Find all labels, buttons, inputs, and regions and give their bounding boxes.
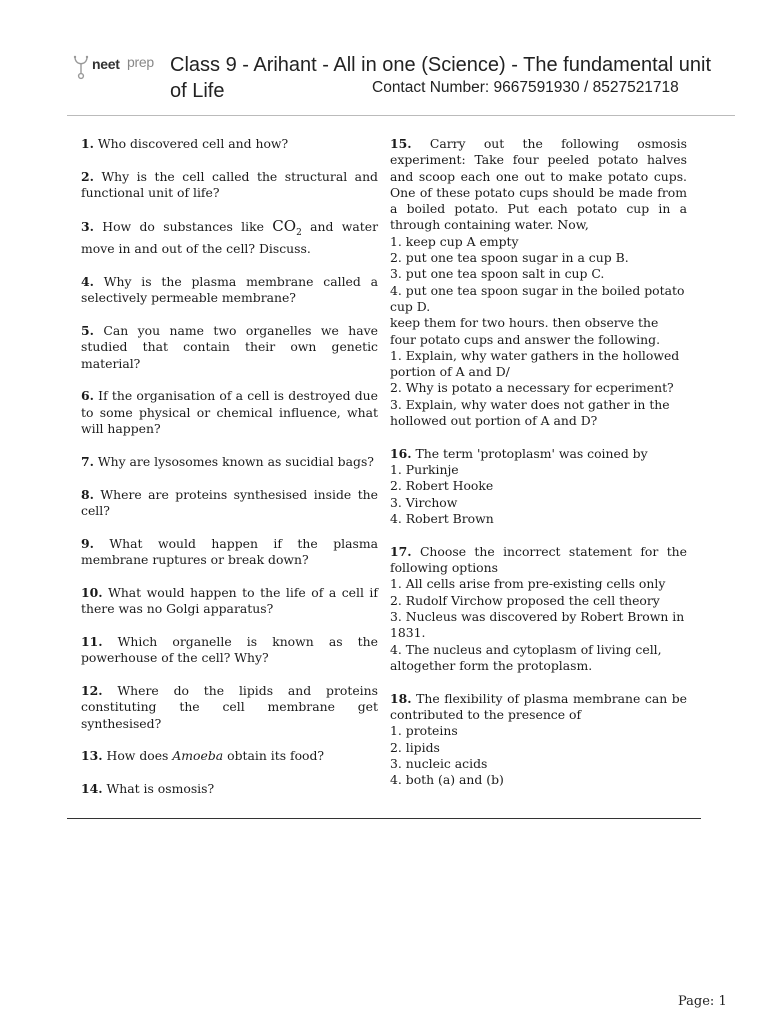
question-6: 6. If the organisation of a cell is destroyed due to some physical or chemical influence, what will happen? <box>81 388 378 437</box>
page-header <box>0 0 768 116</box>
question-2: 2. Why is the cell called the structural and functional unit of life? <box>81 168 378 201</box>
q16-option: 3. Virchow <box>390 494 458 510</box>
question-18: 18. The flexibility of plasma membrane can be contributed to the presence of 1. proteins 2. lipids 3. nucleic acids 4. both (a) and (b) <box>390 690 687 788</box>
q15-line: 2. Why is potato a necessary for ecperiment? <box>390 380 674 396</box>
question-10: 10. What would happen to the life of a cell if there was no Golgi apparatus? <box>81 584 378 617</box>
question-15: 15. Carry out the following osmosis experiment: Take four peeled potato halves and scoop each one out to make potato cups. One of these potato cups should be made from a boiled potato. Put each potato cup in a through containing water. Now, 1. keep cup A empty 2. put one tea spoon sugar in a cup B. 3. put one tea spoon salt in cup C. 4. put one tea spoon sugar in the boiled potato cup D. keep them for two hours. then observe the four potato cups and answer the following. 1. Explain, why water gathers in the hollowed portion of A and D/ 2. Why is potato a necessary for ecperiment? 3. Explain, why water does not gather in the hollowed out portion of A and D? <box>390 136 687 429</box>
document-title: Class 9 - Arihant - All in one (Science) - The fundamental unit of Life <box>170 54 712 102</box>
q16-option: 4. Robert Brown <box>390 511 494 527</box>
right-column <box>390 136 687 805</box>
q16-option: 1. Purkinje <box>390 462 459 478</box>
q15-line: 1. keep cup A empty <box>390 233 519 249</box>
logo-neet-text: neet <box>92 56 120 72</box>
question-14: 14. What is osmosis? <box>81 781 215 797</box>
q16-option: 2. Robert Hooke <box>390 478 494 494</box>
header-divider <box>67 115 735 116</box>
question-4: 4. Why is the plasma membrane called a selectively permeable membrane? <box>81 273 378 306</box>
q17-option: 4. The nucleus and cytoplasm of living cell, altogether form the protoplasm. <box>390 641 662 673</box>
q18-option: 2. lipids <box>390 739 440 755</box>
question-7: 7. Why are lysosomes known as sucidial bags? <box>81 453 374 469</box>
co2-formula: $CO_2$ <box>272 216 302 238</box>
logo-prep-text: prep <box>127 54 154 70</box>
q18-option: 3. nucleic acids <box>390 755 488 771</box>
q15-line: 3. put one tea spoon salt in cup C. <box>390 266 605 282</box>
question-12: 12. Where do the lipids and proteins constituting the cell membrane get synthesised? <box>81 683 378 731</box>
neetprep-logo <box>72 54 162 80</box>
content-bottom-divider <box>67 818 701 819</box>
q15-line: 2. put one tea spoon sugar in a cup B. <box>390 250 629 266</box>
question-17: 17. Choose the incorrect statement for the following options 1. All cells arise from pre-existing cells only 2. Rudolf Virchow proposed the cell theory 3. Nucleus was discovered by Robert Brown in 1831. 4. The nucleus and cytoplasm of living cell, altogether form the protoplasm. <box>390 543 687 673</box>
question-3: 3. How do substances like $CO_2$ and water move in and out of the cell? Discuss. <box>81 216 379 257</box>
q17-option: 3. Nucleus was discovered by Robert Brown in 1831. <box>390 609 685 641</box>
q17-option: 1. All cells arise from pre-existing cells only <box>390 576 666 592</box>
question-5: 5. Can you name two organelles we have studied that contain their own genetic material? <box>81 323 378 371</box>
q15-line: 1. Explain, why water gathers in the hollowed portion of A and D/ <box>390 347 680 380</box>
question-16: 16. The term 'protoplasm' was coined by 1. Purkinje 2. Robert Hooke 3. Virchow 4. Robert Brown <box>390 446 687 527</box>
q15-line: 3. Explain, why water does not gather in the hollowed out portion of A and D? <box>390 396 670 429</box>
page-number: Page: 1 <box>678 994 727 1009</box>
question-11: 11. Which organelle is known as the powerhouse of the cell? Why? <box>81 633 378 666</box>
q17-option: 2. Rudolf Virchow proposed the cell theory <box>390 592 660 608</box>
left-column <box>81 136 378 814</box>
question-1: 1. Who discovered cell and how? <box>81 136 289 151</box>
q18-option: 1. proteins <box>390 723 458 739</box>
q15-line: 4. put one tea spoon sugar in the boiled potato cup D. <box>390 282 685 314</box>
contact-number: Contact Number: 9667591930 / 8527521718 <box>372 79 679 96</box>
question-13: 13. How does Amoeba obtain its food? <box>81 748 325 764</box>
stethoscope-icon <box>72 54 92 80</box>
question-8: 8. Where are proteins synthesised inside the cell? <box>81 486 378 518</box>
q15-line: keep them for two hours. then observe the four potato cups and answer the following. <box>390 315 661 347</box>
question-9: 9. What would happen if the plasma membrane ruptures or break down? <box>81 535 378 568</box>
q18-option: 4. both (a) and (b) <box>390 772 504 788</box>
